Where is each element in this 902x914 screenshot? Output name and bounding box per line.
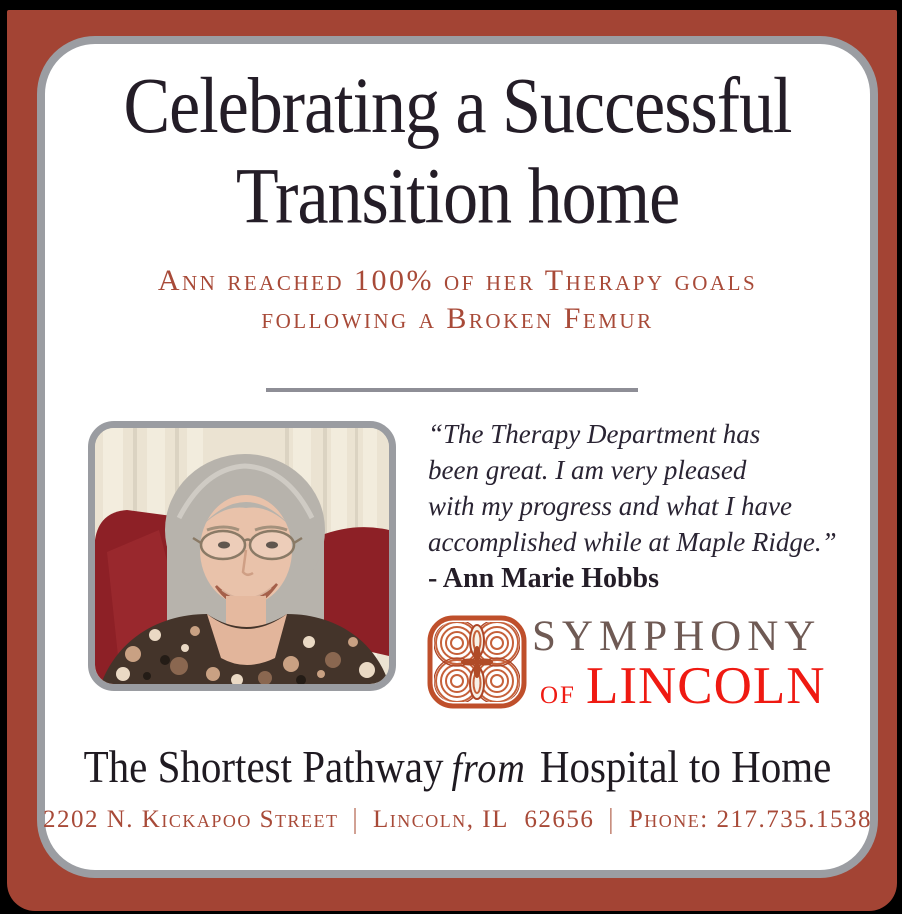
tagline-tail: Hospital to Home (539, 741, 832, 792)
logo-wordmark (532, 614, 832, 716)
quote-line-2: been great. I am very pleased (428, 455, 747, 485)
quote-line-1: “The Therapy Department has (428, 419, 761, 449)
quote-line-4: accomplished while at Maple Ridge.” (428, 527, 837, 557)
tagline-lead: The Shortest Pathway (83, 741, 444, 792)
contact-city-state-zip: Lincoln, IL 62656 (373, 806, 595, 833)
title-line-1: Celebrating a Successful (123, 63, 792, 151)
tagline (37, 740, 878, 793)
quote-line-3: with my progress and what I have (428, 491, 792, 521)
patient-photo (88, 421, 396, 691)
contact-line (37, 803, 878, 835)
logo-word-symphony: SYMPHONY (532, 613, 822, 660)
contact-separator: | (608, 803, 615, 835)
page-title (37, 62, 878, 243)
quote-attribution: - Ann Marie Hobbs (428, 563, 660, 594)
logo-word-of: OF (540, 682, 576, 709)
subtitle (37, 262, 878, 338)
symphony-spiral-logo-icon (427, 615, 527, 709)
subtitle-line-1: Ann reached 100% of her Therapy goals (157, 264, 758, 297)
section-divider (266, 388, 638, 392)
testimonial-quote (428, 416, 860, 560)
contact-phone: Phone: 217.735.1538 (628, 806, 872, 833)
logo-word-of-lincoln (532, 656, 832, 716)
title-line-2: Transition home (235, 153, 680, 241)
contact-separator: | (352, 803, 360, 835)
subtitle-line-2: following a Broken Femur (261, 302, 654, 335)
patient-photo-illustration (95, 428, 389, 684)
tagline-script-word: from (451, 745, 526, 792)
contact-street: 2202 N. Kickapoo Street (43, 806, 339, 833)
logo-word-lincoln: LINCOLN (585, 657, 826, 715)
